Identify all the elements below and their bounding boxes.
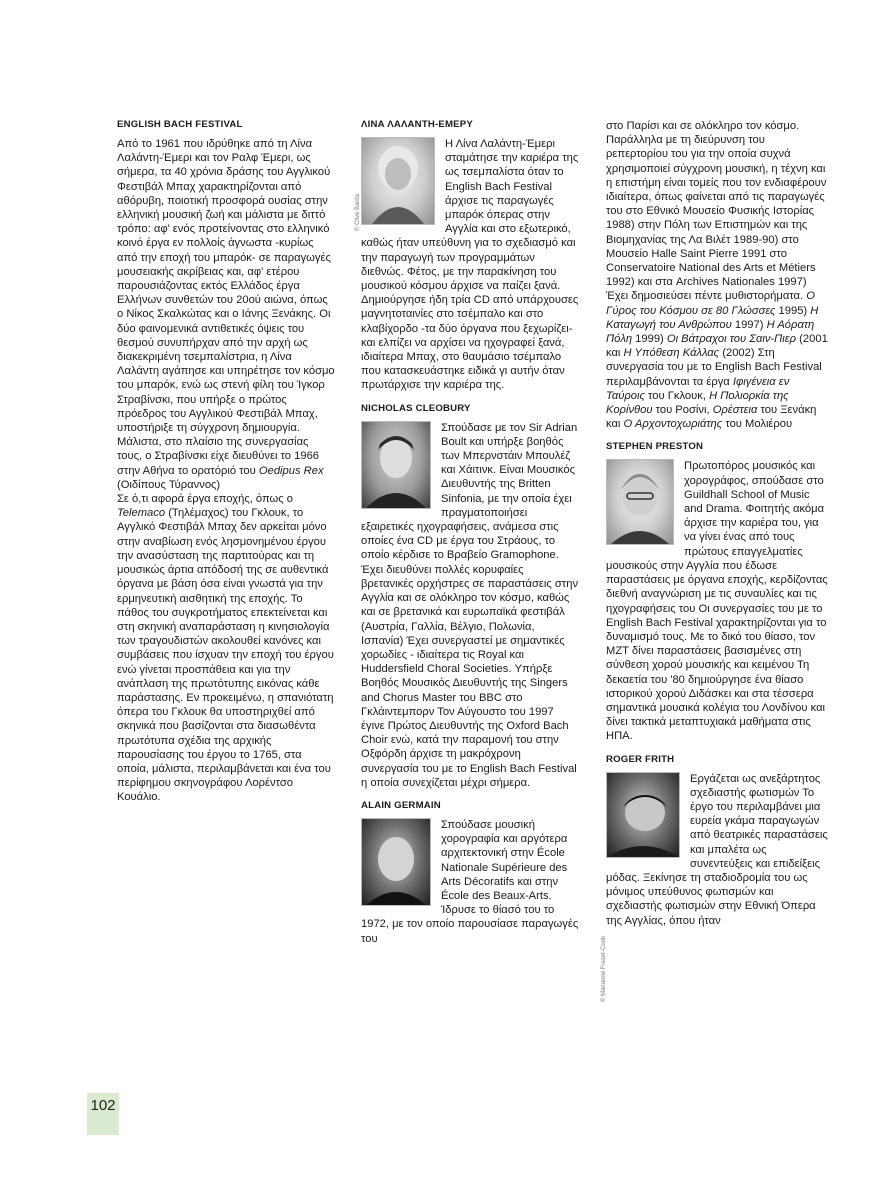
column-1 [117,119,335,815]
alain-heading: ALAIN GERMAIN [361,799,441,811]
work-1: Ιφιγένεια εν Ταύροις [606,375,790,402]
alain-continued-text [606,119,828,431]
stephen-section [606,441,828,743]
book-5-year: (2002) [722,347,755,360]
roger-portrait-photo [606,772,680,858]
lina-photo-credit: © Clive Barda [355,193,361,231]
english-bach-paragraph-2 [117,492,335,804]
man-portrait-icon [362,422,430,508]
alain-collab-text: Στη συνεργασία του με το English Bach Festival περιλαμβάνονται τα έργα [606,347,822,388]
alain-section [361,800,579,946]
work-4-by: του Μολιέρου [725,418,793,431]
book-2-year: 1997) [734,318,764,331]
book-3: Η Αόρατη Πόλη [606,318,815,346]
woman-portrait-icon [362,138,434,224]
lina-section [355,119,579,393]
oedipus-rex-title: Oedipus Rex [258,464,324,477]
page-number: 102 [87,1093,119,1135]
book-1: Ο Γύρος του Κόσμου σε 80 Γλώσσες [606,290,815,317]
english-bach-p1-end: (Οιδίπους Τύραννος) [117,478,221,491]
alain-portrait-photo [361,818,431,906]
nicholas-text: Σπούδασε με τον Sir Adrian Boult και υπήρξε βοηθός των Μπερνστάιν Μπουλέζ και Χάιτινκ. Είναι Μουσικός Διευθυντής της Britten Sinfonia, με την οποία έχει πραγματοποιήσει εξαιρετικές ηχογραφήσεις, ανάμεσα στις οποίες ένα CD με έργα του Στράους, το οποίο κέρδισε το Βραβείο Gramophone. Έχει διευθύνει πολλές κορυφαίες βρετανικές ορχήστρες σε παραστάσεις στην Αγγλία και σε ολόκληρο τον κόσμο, καθώς και σε βρετανικά και ευρωπαϊκά φεστιβάλ (Αυστρία, Γαλλία, Βέλγιο, Πολωνία, Ισπανία) Έχει συνεργαστεί με σημαντικές χορωδίες - ιδιαίτερα τις Royal και Huddersfield Choral Societies. Υπήρξε Βοηθός Μουσικός Διευθυντής της Singers and Chorus Master του BBC στο Γκλάιντεμπορν Τον Αύγουστο του 1997 έγινε Πρώτος Διευθυντής της Oxford Bach Choir ενώ, κατά την παραμονή του στην Οξφόρδη άρχισε τη μακρόχρονη συνεργασία του με το English Bach Festival η οποία συνεχίζεται μέχρι σήμερα. [361,421,579,789]
work-3-by: του Ξενάκη και [606,404,817,431]
work-1-by: του Γκλουκ, [648,389,706,402]
work-2-by: του Ροσίνι, [655,404,710,417]
alain-cont-body: στο Παρίσι και σε ολόκληρο τον κόσμο. Παράλληλα με τη διεύρυνση του ρεπερτορίου του για την οποία συχνά χρησιμοποιεί σύγχρονη μουσική, η τέχνη και η επιστήμη είναι τομείς που τον ενδιαφέρουν ιδιαίτερα, όπως φαίνεται από τις παραγωγές του στο Εθνικό Μουσείο Φυσικής Ιστορίας 1988) στην Πόλη των Επιστημών και της Βιομηχανίας της Λα Βιλέτ 1989-90) στο Μουσείο Halle Saint Pierre 1991 στο Conservatoire National des Arts et Métiers 1992) και στα Archives Nationales 1997) Έχει δημοσιεύσει πέντε μυθιστορήματα. [606,120,827,303]
stephen-text: Πρωτοπόρος μουσικός και χορογράφος, σπούδασε στο Guildhall School of Music and Drama. Φοιτητής ακόμα άρχισε την καριέρα του, για να γίνει ένας από τους πρώτους επαγγελματίες μουσικούς στην Αγγλία που έδωσε παραστάσεις με όργανα εποχής, κερδίζοντας διεθνή αναγνώριση με τις συναυλίες και τις ηχογραφήσεις του Οι συνεργασίες του με το English Bach Festival χαρακτηρίζονται για το δυναμισμό τους. Με το δικό του θίασο, τον MZT δίνει παραστάσεις βασισμένες στη σύνθεση χορού μουσικής και κειμένου Τη δεκαετία του '80 δημιούργησε ένα θίασο ιστορικού χορού Διδάσκει και στα τέσσερα σημαντικά μουσικά κολέγια του Λονδίνου και δίνει τακτικά μεταπτυχιακά μαθήματα στις ΗΠΑ. [606,460,828,743]
work-3: Ορέστεια [712,404,758,417]
roger-photo-credit: © Marianne Fraser-Cook [601,935,607,1002]
roger-text: Εργάζεται ως ανεξάρτητος σχεδιαστής φωτισμών Το έργο του περιλαμβάνει μια ευρεία γκάμα παραγωγών από θεατρικές παραστάσεις και μπαλέτα ως συνεντεύξεις και επιδείξεις μόδας. Ξεκίνησε τη σταδιοδρομία του ως μόνιμος υπεύθυνος φωτισμών και σχεδιαστής φωτισμών στην Εθνική Όπερα της Αγγλίας, όπου ήταν [606,772,828,927]
lina-portrait-photo [361,137,435,225]
book-2: Η Καταγωγή του Ανθρώπου [606,304,819,331]
man-portrait-icon [607,773,679,857]
book-4-year: (2001 και [606,333,828,360]
alain-continued-section [606,119,828,431]
english-bach-p1-text: Από το 1961 που ιδρύθηκε από τη Λίνα Λαλάντη-Έμερι και τον Ραλφ Έμερι, ως σήμερα, τα 40 χρόνια δράσης του Αγγλικού Φεστιβάλ Μπαχ χαρακτηρίζονται από αθόρυβη, ποιοτική προσφορά ουσίας στην ελληνική μουσική ζωή και μάλιστα με διττό τρόπο: αφ' ενός προτείνοντας στο ελληνικό κοινό έργα εν πολλοίς άγνωστα -κυρίως από την εποχή του μπαρόκ- σε παραγωγές μουσειακής ακρίβειας και, αφ' ετέρου παρουσιάζοντας εκτός Ελλάδος έργα Ελλήνων συνθετών του 20ού αιώνα, όπως ο Νίκος Σκαλκώτας και ο Ιάνης Ξενάκης. Οι δύο φαινομενικά αντιθετικές όψεις του θεσμού συνυπήρχαν από την αρχή ως διακεκριμένη τσεμπαλίστρια, η Λίνα Λαλάντη αγάπησε και υπηρέτησε τον κόσμο του μπαρόκ, ενώ ως στενή φίλη του Ίγκορ Στραβίνσκι, που υπήρξε ο πρώτος πρόεδρος του Αγγλικού Φεστιβάλ Μπαχ, υποστήριξε τη σύγχρονη δημιουργία. Μάλιστα, στο πλαίσιο της συνεργασίας τους, ο Στραβίνσκι είχε διευθύνει το 1966 στην Αθήνα το ορατόριό του [117,138,335,477]
stephen-portrait-photo [606,459,674,545]
nicholas-portrait-photo [361,421,431,509]
book-1-year: 1995) [778,304,808,317]
work-2: Η Πολιορκία της Κορίνθου [606,389,789,417]
english-bach-p2-rest: (Τηλέμαχος) του Γκλουκ, το Αγγλικό Φεστιβάλ Μπαχ δεν αρκείται μόνο στην αναβίωση ενός λησμονημένου έργου την ανασύσταση της παρτιτούρας και τη μουσικώς άρτια απόδοσή της σε αυθεντικά όργανα με βάση όσα είναι γνωστά για την ερμηνευτική αισθητική της εποχής. Το πάθος του συγκροτήματος επεκτείνεται και στη σκηνική αναπαράσταση η κινησιολογία των τραγουδιστών ακολουθεί κανόνες και συμβάσεις που ίσχυαν την εποχή του έργου ενώ γίνεται προσπάθεια και για την ανάπλαση της πρωτότυπης εικόνας κάθε παράστασης. Εν προκειμένω, η σπανιότατη όπερα του Γκλουκ θα υποστηριχθεί από σκηνικά που βασίζονται στα διασωθέντα πρωτότυπα σχέδια της αρχικής παρουσίασης του έργου το 1765, στα οποία, μάλιστα, περιλαμβάνεται και ένα του περίφημου σκηνογράφου Λορέντσο Κουάλιο. [117,507,334,804]
telemaco-title: Telemaco [117,507,166,520]
english-bach-section [117,119,335,805]
lina-text: Η Λίνα Λαλάντη-Έμερι σταμάτησε την καριέρα της ως τσεμπαλίστα όταν το English Bach Festival άρχισε τις παραγωγές μπαρόκ όπερας στην Αγγλία και στο εξωτερικό, καθώς ήταν υπεύθυνη για το σχεδιασμό και την παραγωγή των προγραμμάτων διεθνώς. Φέτος, με την παρακίνηση του μουσικού κόσμου άρχισε να παίζει ξανά. Δημιούργησε ήδη τρία CD από υπάρχουσες μαγνητοταινίες στο τσέμπαλο και στο κλαβίχορδο -τα δύο όργανα που ξεχωρίζει- και ελπίζει να αρχίσει να ηχογραφεί ξανά, ιδιαίτερα Μπαχ, στο θαυμάσιο τσέμπαλο που κατασκευάστηκε ειδικά γι αυτήν όταν πρωτάρχισε την καριέρα της. [361,138,579,392]
english-bach-paragraph-1 [117,137,335,492]
work-4: Ο Αρχοντοχωριάτης [623,418,723,431]
man-portrait-icon [607,460,673,544]
column-3 [606,119,828,938]
roger-heading: ROGER FRITH [606,753,675,765]
book-4: Οι Βάτραχοι του Σαιν-Πιερ [666,333,797,346]
nicholas-heading: NICHOLAS CLEOBURY [361,402,471,414]
english-bach-p2-start: Σε ό,τι αφορά έργα εποχής, όπως ο [117,493,294,506]
book-3-year: 1999) [635,333,664,346]
english-bach-heading: ENGLISH BACH FESTIVAL [117,119,243,130]
book-5: Η Υπόθεση Κάλλας [623,347,720,360]
man-portrait-icon [362,819,430,905]
nicholas-section [361,403,579,790]
alain-text: Σπούδασε μουσική χορογραφία και αργότερα αρχιτεκτονική στην École Nationale Supérieure des Arts Décoratifs και στην École des Beaux-Arts. Ίδρυσε το θίασό του το 1972, με τον οποίο παρουσίασε παραγωγές του [361,818,579,945]
lina-heading: ΛΙΝΑ ΛΑΛΑΝΤΗ-ΕΜΕΡΥ [361,119,473,130]
column-2 [355,119,579,956]
stephen-heading: STEPHEN PRESTON [606,441,704,453]
roger-section [606,754,828,928]
